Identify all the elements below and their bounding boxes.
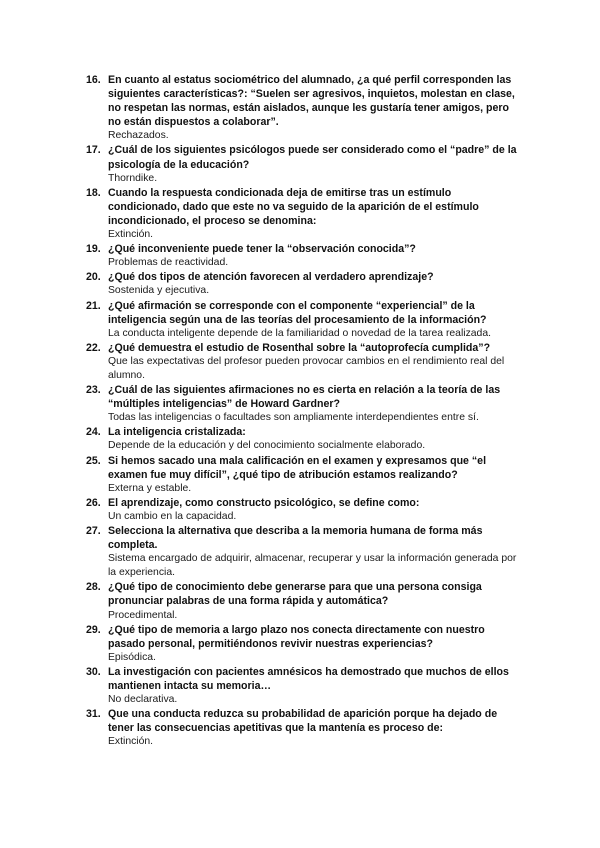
question-item — [86, 524, 522, 580]
answer-text: Sostenida y ejecutiva. — [108, 285, 210, 297]
question-item — [86, 383, 522, 425]
question-item — [86, 496, 522, 524]
answer-text: Todas las inteligencias o facultades son ampliamente interdependientes entre sí. — [108, 412, 479, 424]
question-number: 29. — [86, 623, 101, 636]
question-number: 28. — [86, 581, 101, 594]
answer-text: Que las expectativas del profesor pueden provocar cambios en el rendimiento real del alumno. — [108, 355, 505, 381]
answer-text: Problemas de reactividad. — [108, 257, 229, 269]
question-item — [86, 73, 522, 143]
question-text: Que una conducta reduzca su probabilidad de aparición porque ha dejado de tener las consecuencias apetitivas que la mantenía es proceso de: — [108, 708, 498, 735]
question-number: 16. — [86, 74, 101, 86]
question-text: ¿Qué demuestra el estudio de Rosenthal sobre la “autoprofecía cumplida”? — [108, 341, 491, 354]
question-text: ¿Qué inconveniente puede tener la “observación conocida”? — [108, 243, 416, 256]
question-number: 31. — [86, 708, 101, 721]
question-text: ¿Cuál de las siguientes afirmaciones no es cierta en relación a la teoría de las “múltiples inteligencias” de Howard Gardner? — [108, 384, 501, 411]
answer-text: Sistema encargado de adquirir, almacenar, recuperar y usar la información generada por la experiencia. — [108, 553, 517, 579]
question-item — [86, 425, 522, 453]
answer-text: Externa y estable. — [108, 482, 192, 494]
answer-text: La conducta inteligente depende de la familiaridad o novedad de la tarea realizada. — [108, 327, 491, 339]
question-item — [86, 143, 522, 185]
answer-text: Rechazados. — [108, 130, 169, 142]
question-text: Cuando la respuesta condicionada deja de emitirse tras un estímulo condicionado, dado que este no va seguido de la aparición de el estímulo incondicionado, el proceso se denomina: — [108, 186, 479, 227]
answer-text: Un cambio en la capacidad. — [108, 510, 237, 522]
question-number: 22. — [86, 341, 101, 354]
question-number: 17. — [86, 144, 101, 157]
question-text: ¿Qué dos tipos de atención favorecen al verdadero aprendizaje? — [108, 271, 434, 284]
question-number: 18. — [86, 186, 101, 199]
question-number: 27. — [86, 525, 101, 537]
question-text: Si hemos sacado una mala calificación en el examen y expresamos que “el examen fue muy difícil”, ¿qué tipo de atribución estamos realizando? — [108, 454, 487, 481]
question-text: En cuanto al estatus sociométrico del alumnado, ¿a qué perfil corresponden las siguientes características?: “Suelen ser agresivos, inquietos, molestan en clase, no respetan las normas, están aislados, aunque les gustaría tener amigos, pero no están dispuestos a colaborar”. — [108, 74, 515, 129]
question-text: ¿Qué afirmación se corresponde con el componente “experiencial” de la inteligencia según una de las teorías del procesamiento de la información? — [108, 299, 487, 326]
question-number: 19. — [86, 243, 101, 256]
question-item — [86, 454, 522, 496]
question-item — [86, 341, 522, 383]
answer-text: Procedimental. — [108, 609, 178, 621]
question-text: ¿Qué tipo de memoria a largo plazo nos conecta directamente con nuestro pasado personal, permitiéndonos revivir nuestras experiencias? — [108, 623, 485, 650]
question-item — [86, 270, 522, 298]
question-item — [86, 580, 522, 622]
question-number: 25. — [86, 454, 101, 467]
question-text: La investigación con pacientes amnésicos ha demostrado que muchos de ellos mantienen intacta su memoria… — [108, 665, 509, 693]
answer-text: Episódica. — [108, 651, 156, 663]
question-number: 23. — [86, 384, 101, 397]
question-number: 30. — [86, 665, 101, 678]
answer-text: Extinción. — [108, 229, 154, 241]
question-number: 26. — [86, 496, 101, 509]
question-number: 20. — [86, 271, 101, 284]
question-item — [86, 186, 522, 242]
answer-text: Thorndike. — [108, 172, 158, 184]
answer-text: No declarativa. — [108, 694, 178, 706]
question-number: 21. — [86, 299, 101, 312]
question-text: Selecciona la alternativa que describa a la memoria humana de forma más completa. — [108, 525, 483, 552]
question-item — [86, 665, 522, 707]
question-item — [86, 707, 522, 749]
answer-text: Extinción. — [108, 736, 154, 748]
question-text: La inteligencia cristalizada: — [108, 426, 246, 439]
question-list — [86, 73, 522, 750]
question-item — [86, 242, 522, 270]
question-text: ¿Cuál de los siguientes psicólogos puede ser considerado como el “padre” de la psicología de la educación? — [108, 144, 517, 171]
question-item — [86, 623, 522, 665]
question-item — [86, 299, 522, 341]
question-text: ¿Qué tipo de conocimiento debe generarse para que una persona consiga pronunciar palabras de una forma rápida y automática? — [108, 581, 482, 608]
question-text: El aprendizaje, como constructo psicológico, se define como: — [108, 496, 420, 509]
question-number: 24. — [86, 426, 101, 439]
answer-text: Depende de la educación y del conocimiento socialmente elaborado. — [108, 440, 426, 452]
